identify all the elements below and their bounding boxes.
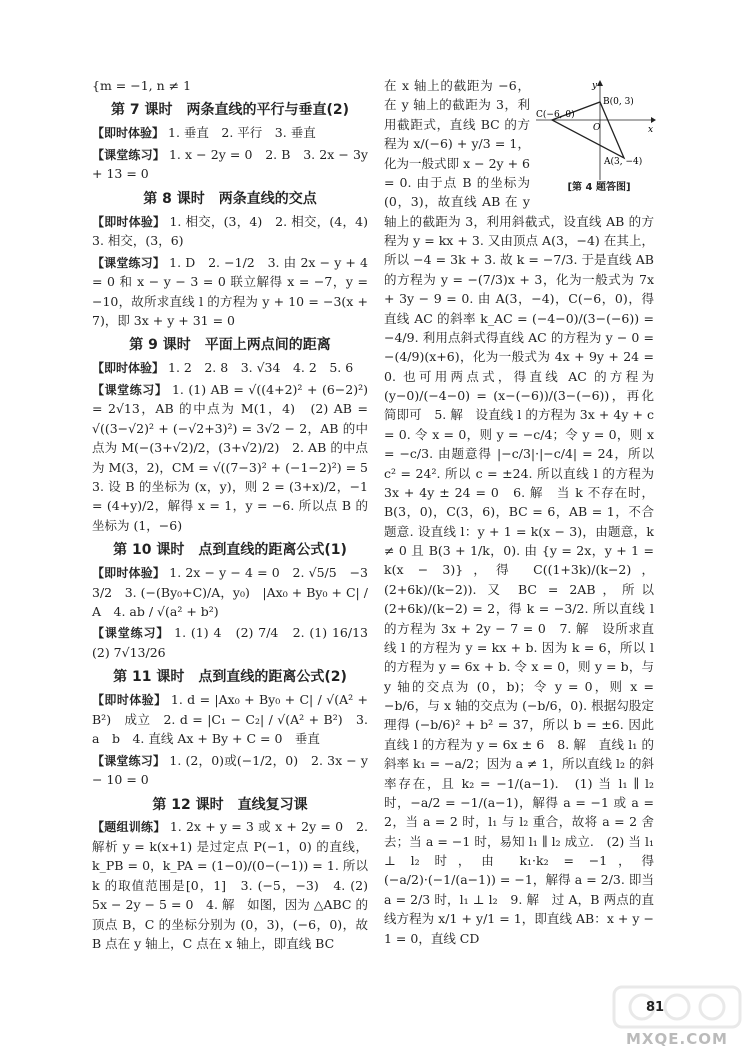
answer-text: 第 7 课时 两条直线的平行与垂直(2) <box>110 102 350 119</box>
section-tag: 【即时体验】 <box>92 693 167 708</box>
section-tag: 【课堂练习】 <box>92 626 170 641</box>
point-b-label: B(0, 3) <box>603 97 634 107</box>
answer-text: 1. x − 2y = 0 2. B 3. 2x − 3y + 13 = 0 <box>92 146 368 182</box>
lesson-heading <box>92 336 368 355</box>
answer-paragraph <box>92 145 368 184</box>
answer-text: 1. 垂直 2. 平行 3. 垂直 <box>164 125 316 141</box>
answer-text: 1. D 2. −1/2 3. 由 2x − y + 4 = 0 和 x − y − 3 = 0 联立解得 x = −7，y = −10，故所求直线 l 的方程为 y + 10 = −3(x + 7)，即 3x + y + 31 = 0 <box>92 254 368 329</box>
answer-paragraph <box>92 380 381 535</box>
lesson-heading <box>92 190 368 209</box>
answer-text: 1. 2x − y − 4 = 0 2. √5/5 −3 3/2 3. (−(By₀+C)/A，y₀) |Ax₀ + By₀ + C| / A 4. ab / √(a² + b²) <box>92 565 381 619</box>
answer-text: 1. (2，0)或(−1/2，0) 2. 3x − y − 10 = 0 <box>92 752 368 788</box>
section-tag: 【题组训练】 <box>92 820 166 835</box>
answer-text: 1. 2 2. 8 3. √34 4. 2 5. 6 <box>164 360 354 376</box>
lesson-heading <box>92 668 368 687</box>
lesson-heading <box>92 796 368 815</box>
answer-text: 第 10 课时 点到直线的距离公式(1) <box>113 542 347 559</box>
answer-paragraph <box>92 623 381 662</box>
answer-paragraph <box>92 123 368 143</box>
answer-text: 1. (1) AB = √((4+2)² + (6−2)²) = 2√13，AB 的中点为 M(1，4) (2) AB = √((3−√2)² + (−√2+3)²) = 3√2 − 2，AB 的中点为 M(−(3+√2)/2，(3+√2)/2) 2. AB 的中点为 M(3，2)，CM = √((7−3)² + (−1−2)²) = 5 3. 设 B 的坐标为 (x，y)，则 2 = (3+x)/2，−1 = (4+y)/2，解得 x = 1，y = −6. 所以点 B 的坐标为 (1，−6) <box>92 381 381 533</box>
answer-text: 1. d = |Ax₀ + By₀ + C| / √(A² + B²) 成立 2. d = |C₁ − C₂| / √(A² + B²) 3. a b 4. 直线 Ax + By + C = 0 垂直 <box>92 692 368 747</box>
answer-text: 第 12 课时 直线复习课 <box>152 796 308 813</box>
section-tag: 【课堂练习】 <box>92 255 166 270</box>
answer-text: 1. (1) 4 (2) 7/4 2. (1) 16/13 (2) 7√13/26 <box>92 625 381 660</box>
lesson-heading <box>92 541 368 560</box>
answer-paragraph <box>92 253 368 331</box>
section-tag: 【即时体验】 <box>92 361 165 376</box>
answer-text: 第 8 课时 两条直线的交点 <box>143 190 317 207</box>
point-a-label: A(3, −4) <box>604 157 643 167</box>
x-axis-arrow <box>651 117 656 123</box>
answer-text: 在 x 轴上的截距为 −6，在 y 轴上的截距为 3，利用截距式，直线 BC 的方程为 x/(−6) + y/3 = 1，化为一般式即 x − 2y + 6 = 0. 由于点 B 的坐标为 (0，3)，故直线 AB 在 y 轴上的截距为 3，利用斜截式，设直线 AB 的方程为 y = kx + 3. 又由顶点 A(3，−4) 在其上，所以 −4 = 3k + 3. 故 k = −7/3. 于是直线 AB 的方程为 y = −(7/3)x + 3，化为一般式为 7x + 3y − 9 = 0. 由 A(3，−4)，C(−6，0)，得直线 AC 的斜率 k_AC = (−4−0)/(3−(−6)) = −4/9. 利用点斜式得直线 AC 的方程为 y − 0 = −(4/9)(x+6)，化为一般式为 4x + 9y + 24 = 0. 也可用两点式，得直线 AC 的方程为 (y−0)/(−4−0) = (x−(−6))/(3−(−6))，再化简即可 5. 解 设直线 l 的方程为 3x + 4y + c = 0. 令 x = 0，则 y = −c/4；令 y = 0，则 x = −c/3. 由题意得 |−c/3|·|−c/4| = 24，所以 c² = 24². 所以 c = ±24. 所以直线 l 的方程为 3x + 4y ± 24 = 0 6. 解 当 k 不存在时，B(3，0)，C(3，6)，BC = 6，AB = 1，不合题意. 设直线 l：y + 1 = k(x − 3)，由题意，k ≠ 0 且 B(3 + 1/k，0). 由 {y = 2x，y + 1 = k(x − 3)}，得 C((1+3k)/(k−2)，(2+6k)/(k−2)). 又 BC = 2AB，所以 (2+6k)/(k−2) = 2，得 k = −3/2. 所以直线 l 的方程为 3x + 2y − 7 = 0 7. 解 设所求直线 l 的方程为 y = kx + b. 因为 k = 6，所以 l 的方程为 y = 6x + b. 令 x = 0，则 y = b，与 y 轴的交点为 (0，b)；令 y = 0，则 x = −b/6，与 x 轴的交点为 (−b/6，0). 根据勾股定理得 (−b/6)² + b² = 37，所以 b = ±6. 因此直线 l 的方程为 y = 6x ± 6 8. 解 直线 l₁ 的斜率 k₁ = −a/2；因为 a ≠ 1，所以直线 l₂ 的斜率存在，且 k₂ = −1/(a−1). (1) 当 l₁ ∥ l₂ 时，−a/2 = −1/(a−1)，解得 a = −1 或 a = 2，当 a = 2 时，l₁ 与 l₂ 重合，故将 a = 2 舍去；当 a = −1 时，易知 l₁ ∥ l₂ 成立. (2) 当 l₁ ⊥ l₂ 时，由 k₁·k₂ = −1，得 (−a/2)·(−1/(a−1)) = −1，解得 a = 2/3. 即当 a = 2/3 时，l₁ ⊥ l₂ 9. 解 过 A，B 两点的直线方程为 x/1 + y/1 = 1，即直线 AB：x + y − 1 = 0，直线 CD <box>384 78 654 946</box>
lesson-heading <box>92 101 368 120</box>
section-tag: 【即时体验】 <box>92 214 166 229</box>
section-tag: 【即时体验】 <box>92 566 166 580</box>
triangle-figure <box>536 80 658 182</box>
answer-text: 1. 相交，(3，4) 2. 相交，(4，4) 3. 相交，(3，6) <box>92 213 381 249</box>
answer-text: 第 9 课时 平面上两点间的距离 <box>129 337 331 354</box>
y-axis-label: y <box>592 81 598 91</box>
page-number: 81 <box>646 1000 665 1015</box>
watermark-text: MXQE.COM <box>626 1030 728 1048</box>
x-axis-label: x <box>648 125 654 135</box>
point-c-label: C(−6, 0) <box>536 110 575 120</box>
section-tag: 【课堂练习】 <box>92 382 168 397</box>
answer-text: 第 11 课时 点到直线的距离公式(2) <box>113 669 347 686</box>
section-tag: 【课堂练习】 <box>92 753 166 768</box>
answer-text: {m = −1, n ≠ 1 <box>92 78 192 93</box>
section-tag: 【课堂练习】 <box>92 147 165 162</box>
answer-paragraph <box>92 358 368 378</box>
answer-paragraph <box>92 76 368 95</box>
answer-paragraph <box>92 690 368 748</box>
answer-paragraph <box>92 212 381 251</box>
answer-paragraph <box>92 817 368 953</box>
right-column <box>384 76 654 950</box>
answer-paragraph <box>92 563 381 621</box>
answer-text: 1. 2x + y = 3 或 x + 2y = 0 2. 解析 y = k(x+1) 是过定点 P(−1，0) 的直线，k_PB = 0，k_PA = (1−0)/(0−(−1)) = 1. 所以 k 的取值范围是[0，1] 3. (−5，−3) 4. (2) 5x − 2y − 5 = 0 4. 解 如图，因为 △ABC 的顶点 B，C 的坐标分别为 (0，3)，(−6，0)，故 B 点在 y 轴上，C 点在 x 轴上，即直线 BC <box>92 819 368 951</box>
figure-caption: [第 4 题答图] <box>567 182 631 193</box>
answer-paragraph <box>384 76 654 948</box>
y-axis-arrow <box>597 80 603 86</box>
left-column <box>92 76 381 955</box>
origin-label: O <box>593 123 601 133</box>
answer-paragraph <box>92 751 368 790</box>
section-tag: 【即时体验】 <box>92 126 165 141</box>
